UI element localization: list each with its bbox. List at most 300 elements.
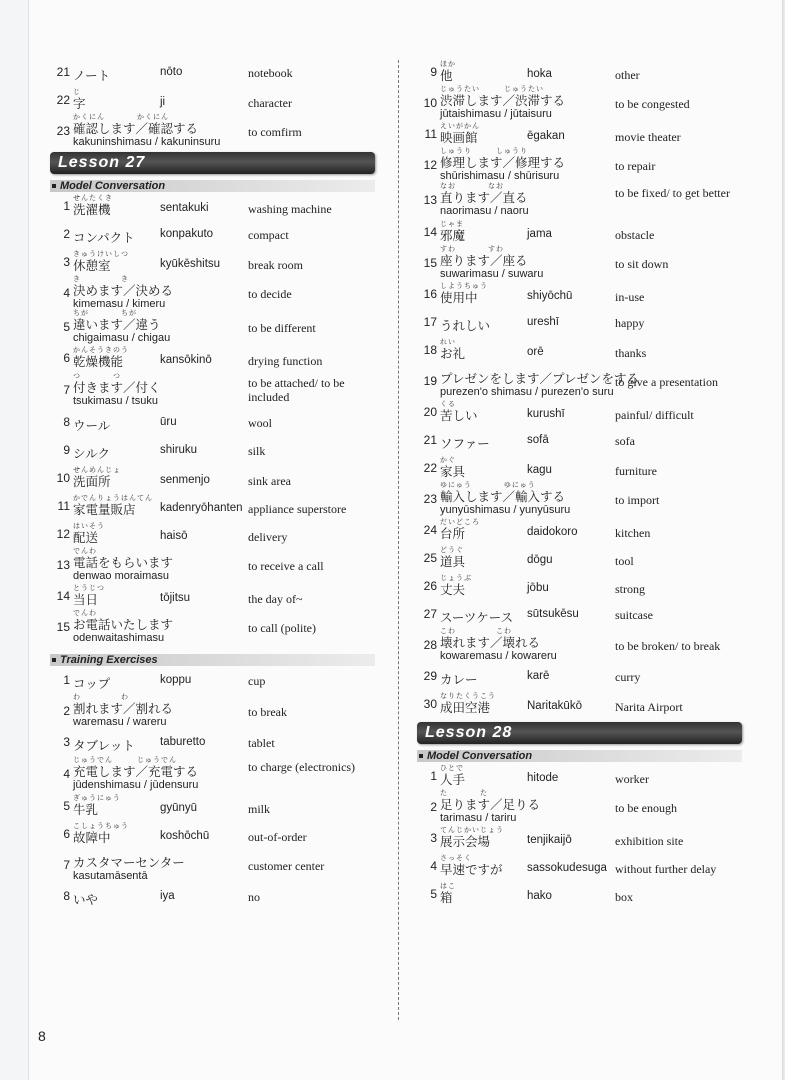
term-text: 充電します／充電する: [73, 764, 199, 779]
romaji: sassokudesuga: [527, 862, 607, 874]
term-text: 確認します／確認する: [73, 121, 199, 136]
japanese-term: [73, 757, 198, 792]
term-text: お礼: [440, 347, 466, 361]
term-text: スーツケース: [440, 611, 514, 625]
furigana: じゅうたい じゅうたい: [440, 85, 544, 93]
furigana: こしょうちゅう: [73, 823, 129, 830]
term-text: 渋滞します／渋滞する: [440, 93, 566, 108]
furigana: ひとで: [440, 765, 464, 772]
term-text: 道具: [440, 555, 466, 569]
romaji: kadenryōhanten: [160, 502, 243, 514]
term-text: カレー: [440, 673, 478, 687]
english-meaning: happy: [615, 316, 645, 330]
term-text: 人手: [440, 773, 466, 787]
furigana: じゃま: [440, 221, 464, 228]
term-text: 付きます／付く: [73, 380, 161, 395]
japanese-term: [73, 585, 105, 607]
furigana: でんわ: [73, 547, 97, 555]
english-meaning: without further delay: [615, 862, 717, 876]
romaji: dōgu: [527, 554, 553, 566]
furigana: [73, 61, 110, 69]
model-conversation-heading: [417, 750, 742, 762]
furigana: [73, 731, 135, 739]
english-meaning: strong: [615, 582, 645, 596]
entry-number: 11: [424, 127, 437, 141]
english-meaning: silk: [248, 444, 266, 458]
english-meaning: milk: [248, 802, 271, 816]
vocab-entry: [50, 372, 375, 408]
japanese-term: [440, 183, 529, 218]
english-meaning: to comfirm: [248, 125, 302, 139]
furigana: えいがかん: [440, 123, 480, 130]
vocab-entry: [50, 548, 375, 582]
furigana: [440, 311, 490, 319]
term-text: シルク: [73, 447, 110, 461]
japanese-term: [73, 495, 153, 517]
entry-number: 20: [423, 405, 437, 419]
entry-number: 3: [63, 255, 70, 269]
english-meaning: suitcase: [615, 608, 653, 622]
furigana: [73, 848, 185, 856]
entry-number: 14: [56, 589, 70, 603]
vocab-entry: [417, 308, 742, 336]
romaji: hitode: [527, 772, 559, 784]
romaji: Naritakūkō: [527, 700, 582, 712]
english-meaning: kitchen: [615, 526, 651, 540]
vocab-entry: [50, 520, 375, 548]
romaji: yunyūshimasu / yunyūsuru: [440, 503, 571, 516]
furigana: せんたくき: [73, 195, 113, 202]
entry-number: 17: [423, 315, 437, 329]
english-meaning: to receive a call: [248, 559, 324, 573]
entry-number: 4: [63, 767, 70, 781]
entry-number: 2: [63, 704, 70, 718]
japanese-term: [73, 694, 173, 729]
japanese-term: [440, 339, 465, 361]
term-text: 輸入します／輸入する: [440, 489, 566, 504]
japanese-term: [73, 223, 135, 245]
japanese-term: [440, 311, 490, 333]
vocab-entry: [50, 344, 375, 372]
entry-number: 28: [423, 638, 437, 652]
term-text: プレゼンをします／プレゼンをする: [440, 371, 640, 386]
term-text: タブレット: [73, 739, 135, 753]
entry-number: 22: [423, 461, 437, 475]
japanese-term: [440, 61, 456, 83]
furigana: [440, 429, 490, 437]
romaji: kansōkinō: [160, 354, 212, 366]
entry-number: 1: [63, 199, 70, 213]
lesson-27-header: Lesson 27: [50, 152, 375, 174]
furigana: きゅうけいしつ: [73, 251, 129, 258]
romaji: tsukimasu / tsuku: [73, 394, 158, 407]
furigana: なりたくうこう: [440, 693, 496, 700]
entry-number: 5: [63, 320, 70, 334]
vocab-entry: [417, 182, 742, 218]
term-text: 邪魔: [440, 229, 466, 243]
entry-number: 26: [423, 579, 437, 593]
romaji: shiyōchū: [527, 290, 573, 302]
furigana: [73, 885, 98, 893]
romaji: sentakuki: [160, 202, 209, 214]
term-text: 箱: [440, 891, 453, 905]
entry-number: 19: [423, 374, 437, 388]
japanese-term: [440, 482, 570, 517]
furigana: てんじかいじょう: [440, 827, 504, 834]
entry-number: 11: [57, 499, 70, 513]
left-top-list: [50, 58, 375, 148]
column-divider: [398, 60, 399, 1020]
term-text: 洗面所: [73, 475, 111, 489]
entry-number: 14: [423, 225, 437, 239]
left-model-list: [50, 192, 375, 644]
furigana: れい: [440, 339, 456, 346]
entry-number: 1: [63, 673, 70, 687]
furigana: はこ: [440, 883, 456, 890]
english-meaning: worker: [615, 772, 649, 786]
japanese-term: [73, 548, 173, 583]
vocab-entry: [50, 248, 375, 276]
term-text: ノート: [73, 69, 111, 83]
vocab-entry: [417, 690, 742, 718]
furigana: くる: [440, 401, 456, 408]
japanese-term: [73, 885, 98, 907]
romaji: daidokoro: [527, 526, 578, 538]
term-text: カスタマーセンター: [73, 855, 185, 870]
english-meaning: break room: [248, 258, 303, 272]
english-meaning: to be congested: [615, 97, 690, 111]
english-meaning: to be fixed/ to get better: [615, 186, 730, 200]
furigana: き き: [73, 275, 129, 283]
entry-number: 21: [56, 65, 70, 79]
furigana: かぐ: [440, 457, 456, 464]
vocab-entry: [50, 310, 375, 344]
japanese-term: [440, 401, 478, 423]
term-text: 当日: [73, 593, 99, 607]
vocab-entry: [417, 790, 742, 824]
page-number: 8: [38, 1028, 46, 1044]
entry-number: 7: [63, 858, 70, 872]
vocab-entry: [50, 820, 375, 848]
romaji: tōjitsu: [160, 592, 191, 604]
term-text: 台所: [440, 527, 466, 541]
term-text: 直ります／直る: [440, 190, 528, 205]
furigana: じ: [73, 89, 81, 96]
furigana: た た: [440, 789, 488, 797]
furigana: [440, 603, 513, 611]
english-meaning: to charge (electronics): [248, 760, 356, 774]
entry-number: 12: [56, 527, 70, 541]
entry-number: 7: [63, 383, 70, 397]
romaji: kyūkēshitsu: [160, 258, 221, 270]
vocab-entry: [50, 848, 375, 882]
model-conversation-label: Model Conversation: [427, 750, 533, 762]
entry-number: 23: [423, 492, 437, 506]
japanese-term: [440, 603, 513, 625]
japanese-term: [73, 114, 220, 149]
furigana: とうじつ: [73, 585, 105, 592]
vocab-entry: [50, 582, 375, 610]
romaji: kowaremasu / kowareru: [440, 649, 557, 662]
entry-number: 6: [63, 351, 70, 365]
english-meaning: to be broken/ to break: [615, 639, 721, 653]
entry-number: 15: [423, 256, 437, 270]
vocab-entry: [417, 246, 742, 280]
furigana: さっそく: [440, 855, 472, 862]
vocab-entry: [417, 516, 742, 544]
term-text: コップ: [73, 677, 111, 691]
entry-number: 4: [430, 859, 437, 873]
romaji: koshōchū: [160, 830, 210, 842]
entry-number: 3: [430, 831, 437, 845]
romaji: ureshī: [527, 316, 559, 328]
english-meaning: to repair: [615, 159, 656, 173]
vocab-entry: [417, 120, 742, 148]
vocab-entry: [50, 436, 375, 464]
romaji: haisō: [160, 530, 188, 542]
english-meaning: to be enough: [615, 801, 677, 815]
romaji: koppu: [160, 674, 192, 686]
term-text: 字: [73, 97, 86, 111]
english-meaning: sofa: [615, 434, 635, 448]
vocab-entry: [50, 728, 375, 756]
term-text: 牛乳: [73, 803, 99, 817]
entry-number: 2: [63, 227, 70, 241]
english-meaning: to break: [248, 705, 287, 719]
japanese-term: [73, 411, 110, 433]
left-column: [50, 58, 375, 910]
japanese-term: [73, 467, 121, 489]
vocab-entry: [50, 666, 375, 694]
romaji: shūrishimasu / shūrisuru: [440, 169, 560, 182]
entry-number: 24: [423, 523, 437, 537]
english-meaning: tablet: [248, 736, 275, 750]
romaji: odenwaitashimasu: [73, 631, 165, 644]
term-text: 配送: [73, 531, 99, 545]
entry-number: 23: [56, 124, 70, 138]
romaji: denwao moraimasu: [73, 569, 169, 582]
bullet-icon: [419, 754, 423, 758]
romaji: chigaimasu / chigau: [73, 331, 171, 344]
furigana: じゅうでん じゅうでん: [73, 756, 177, 764]
romaji: karē: [527, 670, 550, 682]
entry-number: 9: [430, 65, 437, 79]
entry-number: 22: [56, 93, 70, 107]
vocab-entry: [417, 280, 742, 308]
english-meaning: obstacle: [615, 228, 655, 242]
right-top-list: [417, 58, 742, 718]
japanese-term: [440, 123, 480, 145]
japanese-term: [440, 148, 565, 183]
vocab-entry: [50, 86, 375, 114]
romaji: ji: [160, 96, 166, 108]
entry-number: 29: [423, 669, 437, 683]
japanese-term: [73, 347, 129, 369]
romaji: jūtaishimasu / jūtaisuru: [440, 107, 552, 120]
entry-number: 12: [423, 158, 437, 172]
term-text: 決めます／決める: [73, 283, 174, 298]
furigana: しゅうり しゅうり: [440, 147, 528, 155]
japanese-term: [73, 61, 110, 83]
furigana: [73, 411, 110, 419]
term-text: ウール: [73, 419, 111, 433]
english-meaning: to give a presentation: [615, 375, 718, 389]
entry-number: 30: [423, 697, 437, 711]
furigana: なお なお: [440, 182, 504, 190]
vocab-entry: [417, 662, 742, 690]
vocab-entry: [417, 544, 742, 572]
japanese-term: [440, 693, 496, 715]
english-meaning: Narita Airport: [615, 700, 683, 714]
term-text: うれしい: [440, 319, 491, 333]
furigana: すわ すわ: [440, 245, 504, 253]
japanese-term: [73, 251, 129, 273]
japanese-term: [440, 883, 456, 905]
right-model-list: [417, 762, 742, 908]
furigana: かくにん かくにん: [73, 113, 169, 121]
term-text: 展示会場: [440, 835, 491, 849]
vocab-entry: [417, 852, 742, 880]
term-text: 足ります／足りる: [440, 797, 541, 812]
romaji: taburetto: [160, 736, 206, 748]
english-meaning: curry: [615, 670, 641, 684]
furigana: かでんりょうはんてん: [73, 495, 153, 502]
bullet-icon: [52, 658, 56, 662]
entry-number: 10: [56, 471, 70, 485]
japanese-term: [440, 364, 639, 399]
vocab-entry: [50, 492, 375, 520]
furigana: でんわ: [73, 609, 97, 617]
japanese-term: [73, 610, 173, 645]
entry-number: 13: [423, 193, 437, 207]
english-meaning: delivery: [248, 530, 288, 544]
vocab-entry: [417, 218, 742, 246]
romaji: jōbu: [527, 582, 549, 594]
romaji: tenjikaijō: [527, 834, 572, 846]
japanese-term: [73, 89, 86, 111]
vocab-entry: [50, 114, 375, 148]
term-text: 乾燥機能: [73, 355, 124, 369]
vocab-entry: [417, 572, 742, 600]
romaji: nōto: [160, 66, 183, 78]
japanese-term: [440, 283, 488, 305]
term-text: 洗濯機: [73, 203, 111, 217]
romaji: jūdenshimasu / jūdensuru: [73, 778, 199, 791]
lesson-28-header: Lesson 28: [417, 722, 742, 744]
vocab-entry: [50, 882, 375, 910]
english-meaning: tool: [615, 554, 634, 568]
japanese-term: [440, 86, 565, 121]
japanese-term: [73, 523, 105, 545]
vocab-entry: [417, 58, 742, 86]
vocab-entry: [417, 880, 742, 908]
entry-number: 6: [63, 827, 70, 841]
romaji: iya: [160, 890, 175, 902]
entry-number: 25: [423, 551, 437, 565]
english-meaning: customer center: [248, 859, 325, 873]
entry-number: 8: [63, 415, 70, 429]
furigana: [440, 364, 639, 372]
japanese-term: [440, 575, 472, 597]
romaji: naorimasu / naoru: [440, 204, 529, 217]
japanese-term: [73, 195, 113, 217]
japanese-term: [73, 848, 185, 883]
romaji: suwarimasu / suwaru: [440, 267, 544, 280]
english-meaning: notebook: [248, 66, 293, 80]
english-meaning: wool: [248, 416, 272, 430]
entry-number: 5: [430, 887, 437, 901]
left-training-list: [50, 666, 375, 910]
romaji: jama: [527, 228, 552, 240]
english-meaning: to be different: [248, 321, 316, 335]
english-meaning: other: [615, 68, 640, 82]
english-meaning: washing machine: [248, 202, 332, 216]
english-meaning: no: [248, 890, 260, 904]
english-meaning: character: [248, 96, 292, 110]
japanese-term: [73, 669, 110, 691]
entry-number: 15: [56, 620, 70, 634]
english-meaning: out-of-order: [248, 830, 307, 844]
japanese-term: [73, 795, 121, 817]
entry-number: 13: [56, 558, 70, 572]
vocab-entry: [417, 454, 742, 482]
romaji: orē: [527, 346, 544, 358]
entry-number: 16: [423, 287, 437, 301]
furigana: わ わ: [73, 693, 129, 701]
english-meaning: drying function: [248, 354, 323, 368]
furigana: ちが ちが: [73, 309, 137, 317]
romaji: konpakuto: [160, 228, 214, 240]
vocab-entry: [50, 792, 375, 820]
model-conversation-heading: [50, 180, 375, 192]
term-text: 壊れます／壊れる: [440, 635, 541, 650]
japanese-term: [440, 628, 557, 663]
entry-number: 9: [63, 443, 70, 457]
romaji: kimemasu / kimeru: [73, 297, 166, 310]
romaji: ēgakan: [527, 130, 565, 142]
vocab-entry: [50, 58, 375, 86]
furigana: こわ こわ: [440, 627, 512, 635]
vocab-entry: [417, 600, 742, 628]
term-text: 割れます／割れる: [73, 701, 174, 716]
vocab-entry: [50, 694, 375, 728]
japanese-term: [73, 276, 173, 311]
vocab-entry: [50, 756, 375, 792]
english-meaning: to import: [615, 493, 660, 507]
romaji: sofā: [527, 434, 549, 446]
japanese-term: [73, 373, 161, 408]
term-text: お電話いたします: [73, 617, 174, 632]
japanese-term: [73, 823, 129, 845]
term-text: 使用中: [440, 291, 478, 305]
english-meaning: cup: [248, 674, 266, 688]
right-column: [417, 58, 742, 908]
japanese-term: [73, 439, 110, 461]
romaji: waremasu / wareru: [73, 715, 167, 728]
term-text: 電話をもらいます: [73, 555, 174, 570]
entry-number: 3: [63, 735, 70, 749]
term-text: 違います／違う: [73, 317, 161, 332]
term-text: 家具: [440, 465, 466, 479]
japanese-term: [73, 310, 170, 345]
english-meaning: compact: [248, 228, 289, 242]
japanese-term: [440, 519, 480, 541]
entry-number: 4: [63, 286, 70, 300]
term-text: 丈夫: [440, 583, 466, 597]
japanese-term: [440, 765, 465, 787]
entry-number: 10: [423, 96, 437, 110]
english-meaning: to call (polite): [248, 621, 316, 635]
